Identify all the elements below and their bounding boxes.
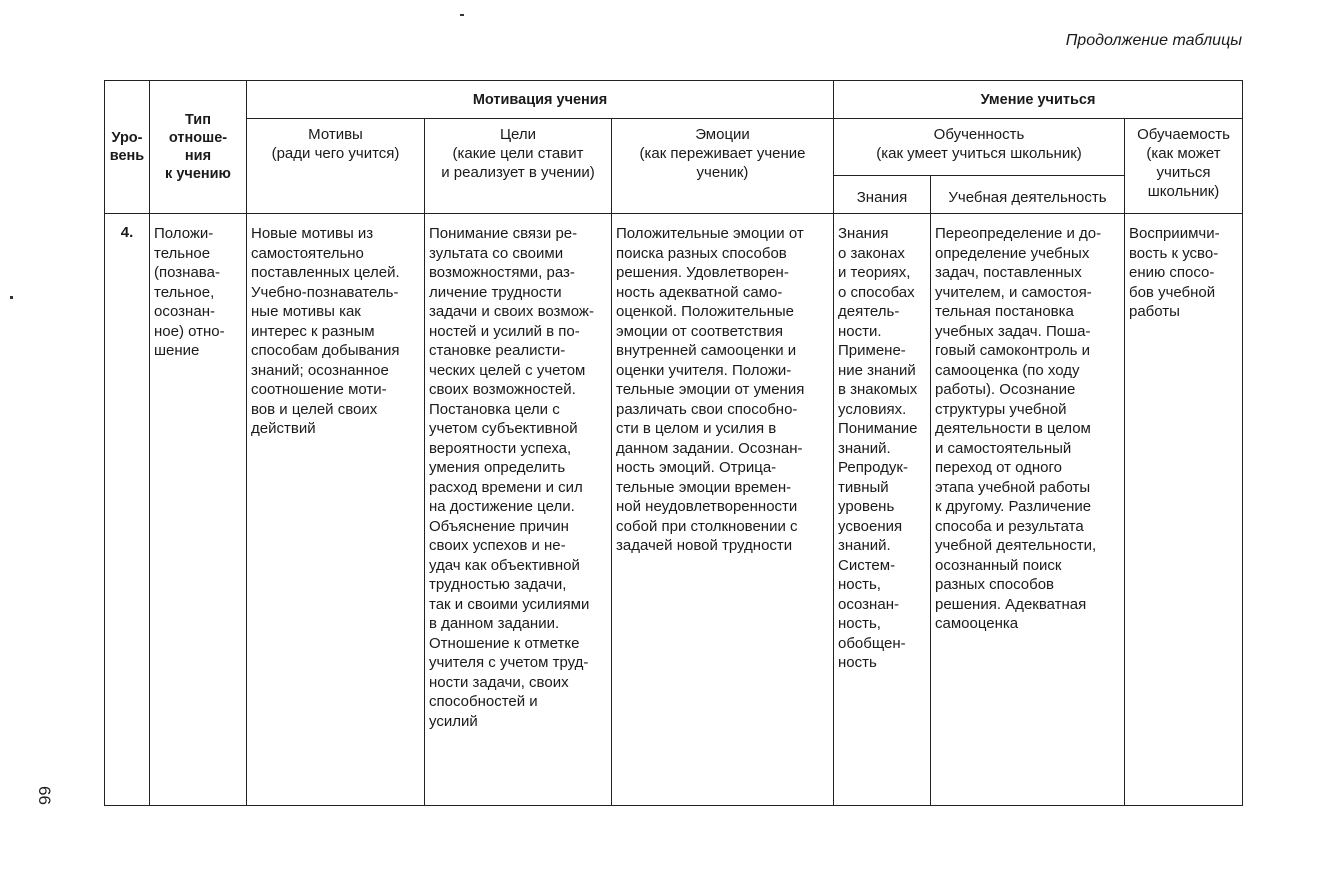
row-level: 4.	[105, 214, 150, 806]
scan-speck	[460, 14, 464, 16]
table-continuation-caption: Продолжение таблицы	[1065, 32, 1242, 49]
header-knowledge: Знания	[834, 176, 931, 214]
page-number: 66	[35, 786, 54, 805]
header-learnability: Обучаемость (как может учиться школьник)	[1125, 119, 1243, 214]
header-activity: Учебная деятельность	[931, 176, 1125, 214]
header-learnedness: Обученность (как умеет учиться школьник)	[834, 119, 1125, 176]
header-learning-skill: Умение учиться	[834, 81, 1243, 119]
header-motivation: Мотивация учения	[247, 81, 834, 119]
row-emotions: Положительные эмоции от поиска разных способов решения. Удовлетворен- ность адекватной само- оценкой. Положительные эмоции от соответствия внутренней самооценки и оценки учителя. Положи- тельные эмоции от умения различать свои способно- сти в целом и усилия в данном задании. Осознан- ность эмоций. Отрица- тельные эмоции времен- ной неудовлетворенности собой при столкновении с задачей новой трудности	[612, 214, 834, 806]
scan-speck	[10, 296, 13, 299]
header-emotions: Эмоции (как переживает учение ученик)	[612, 119, 834, 214]
motivation-table	[104, 80, 1243, 806]
row-activity: Переопределение и до- определение учебных задач, поставленных учителем, и самостоя- тельная постановка учебных задач. Поша- говый самоконтроль и самооценка (по ходу работы). Осознание структуры учебной деятельности в целом и самостоятельный переход от одного этапа учебной работы к другому. Различение способа и результата учебной деятельности, осознанный поиск разных способов решения. Адекватная самооценка	[931, 214, 1125, 806]
table-row	[105, 214, 1243, 806]
header-level: Уро- вень	[105, 81, 150, 214]
header-goals: Цели (какие цели ставит и реализует в учении)	[425, 119, 612, 214]
row-knowledge: Знания о законах и теориях, о способах деятель- ности. Примене- ние знаний в знакомых условиях. Понимание знаний. Репродук- тивный уровень усвоения знаний. Систем- ность, осознан- ность, обобщен- ность	[834, 214, 931, 806]
row-attitude-type: Положи- тельное (познава- тельное, осознан- ное) отно- шение	[150, 214, 247, 806]
row-motives: Новые мотивы из самостоятельно поставленных целей. Учебно-познаватель- ные мотивы как интерес к разным способам добывания знаний; осознанное соотношение моти- вов и целей своих действий	[247, 214, 425, 806]
header-motives: Мотивы (ради чего учится)	[247, 119, 425, 214]
header-attitude-type: Тип отноше- ния к учению	[150, 81, 247, 214]
row-learnability: Восприимчи- вость к усво- ению спосо- бов учебной работы	[1125, 214, 1243, 806]
row-goals: Понимание связи ре- зультата со своими возможностями, раз- личение трудности задачи и своих возмож- ностей и усилий в по- становке реалисти- ческих целей с учетом своих возможностей. Постановка цели с учетом субъективной вероятности успеха, умения определить расход времени и сил на достижение цели. Объяснение причин своих успехов и не- удач как объективной трудностью задачи, так и своими усилиями в данном задании. Отношение к отметке учителя с учетом труд- ности задачи, своих способностей и усилий	[425, 214, 612, 806]
